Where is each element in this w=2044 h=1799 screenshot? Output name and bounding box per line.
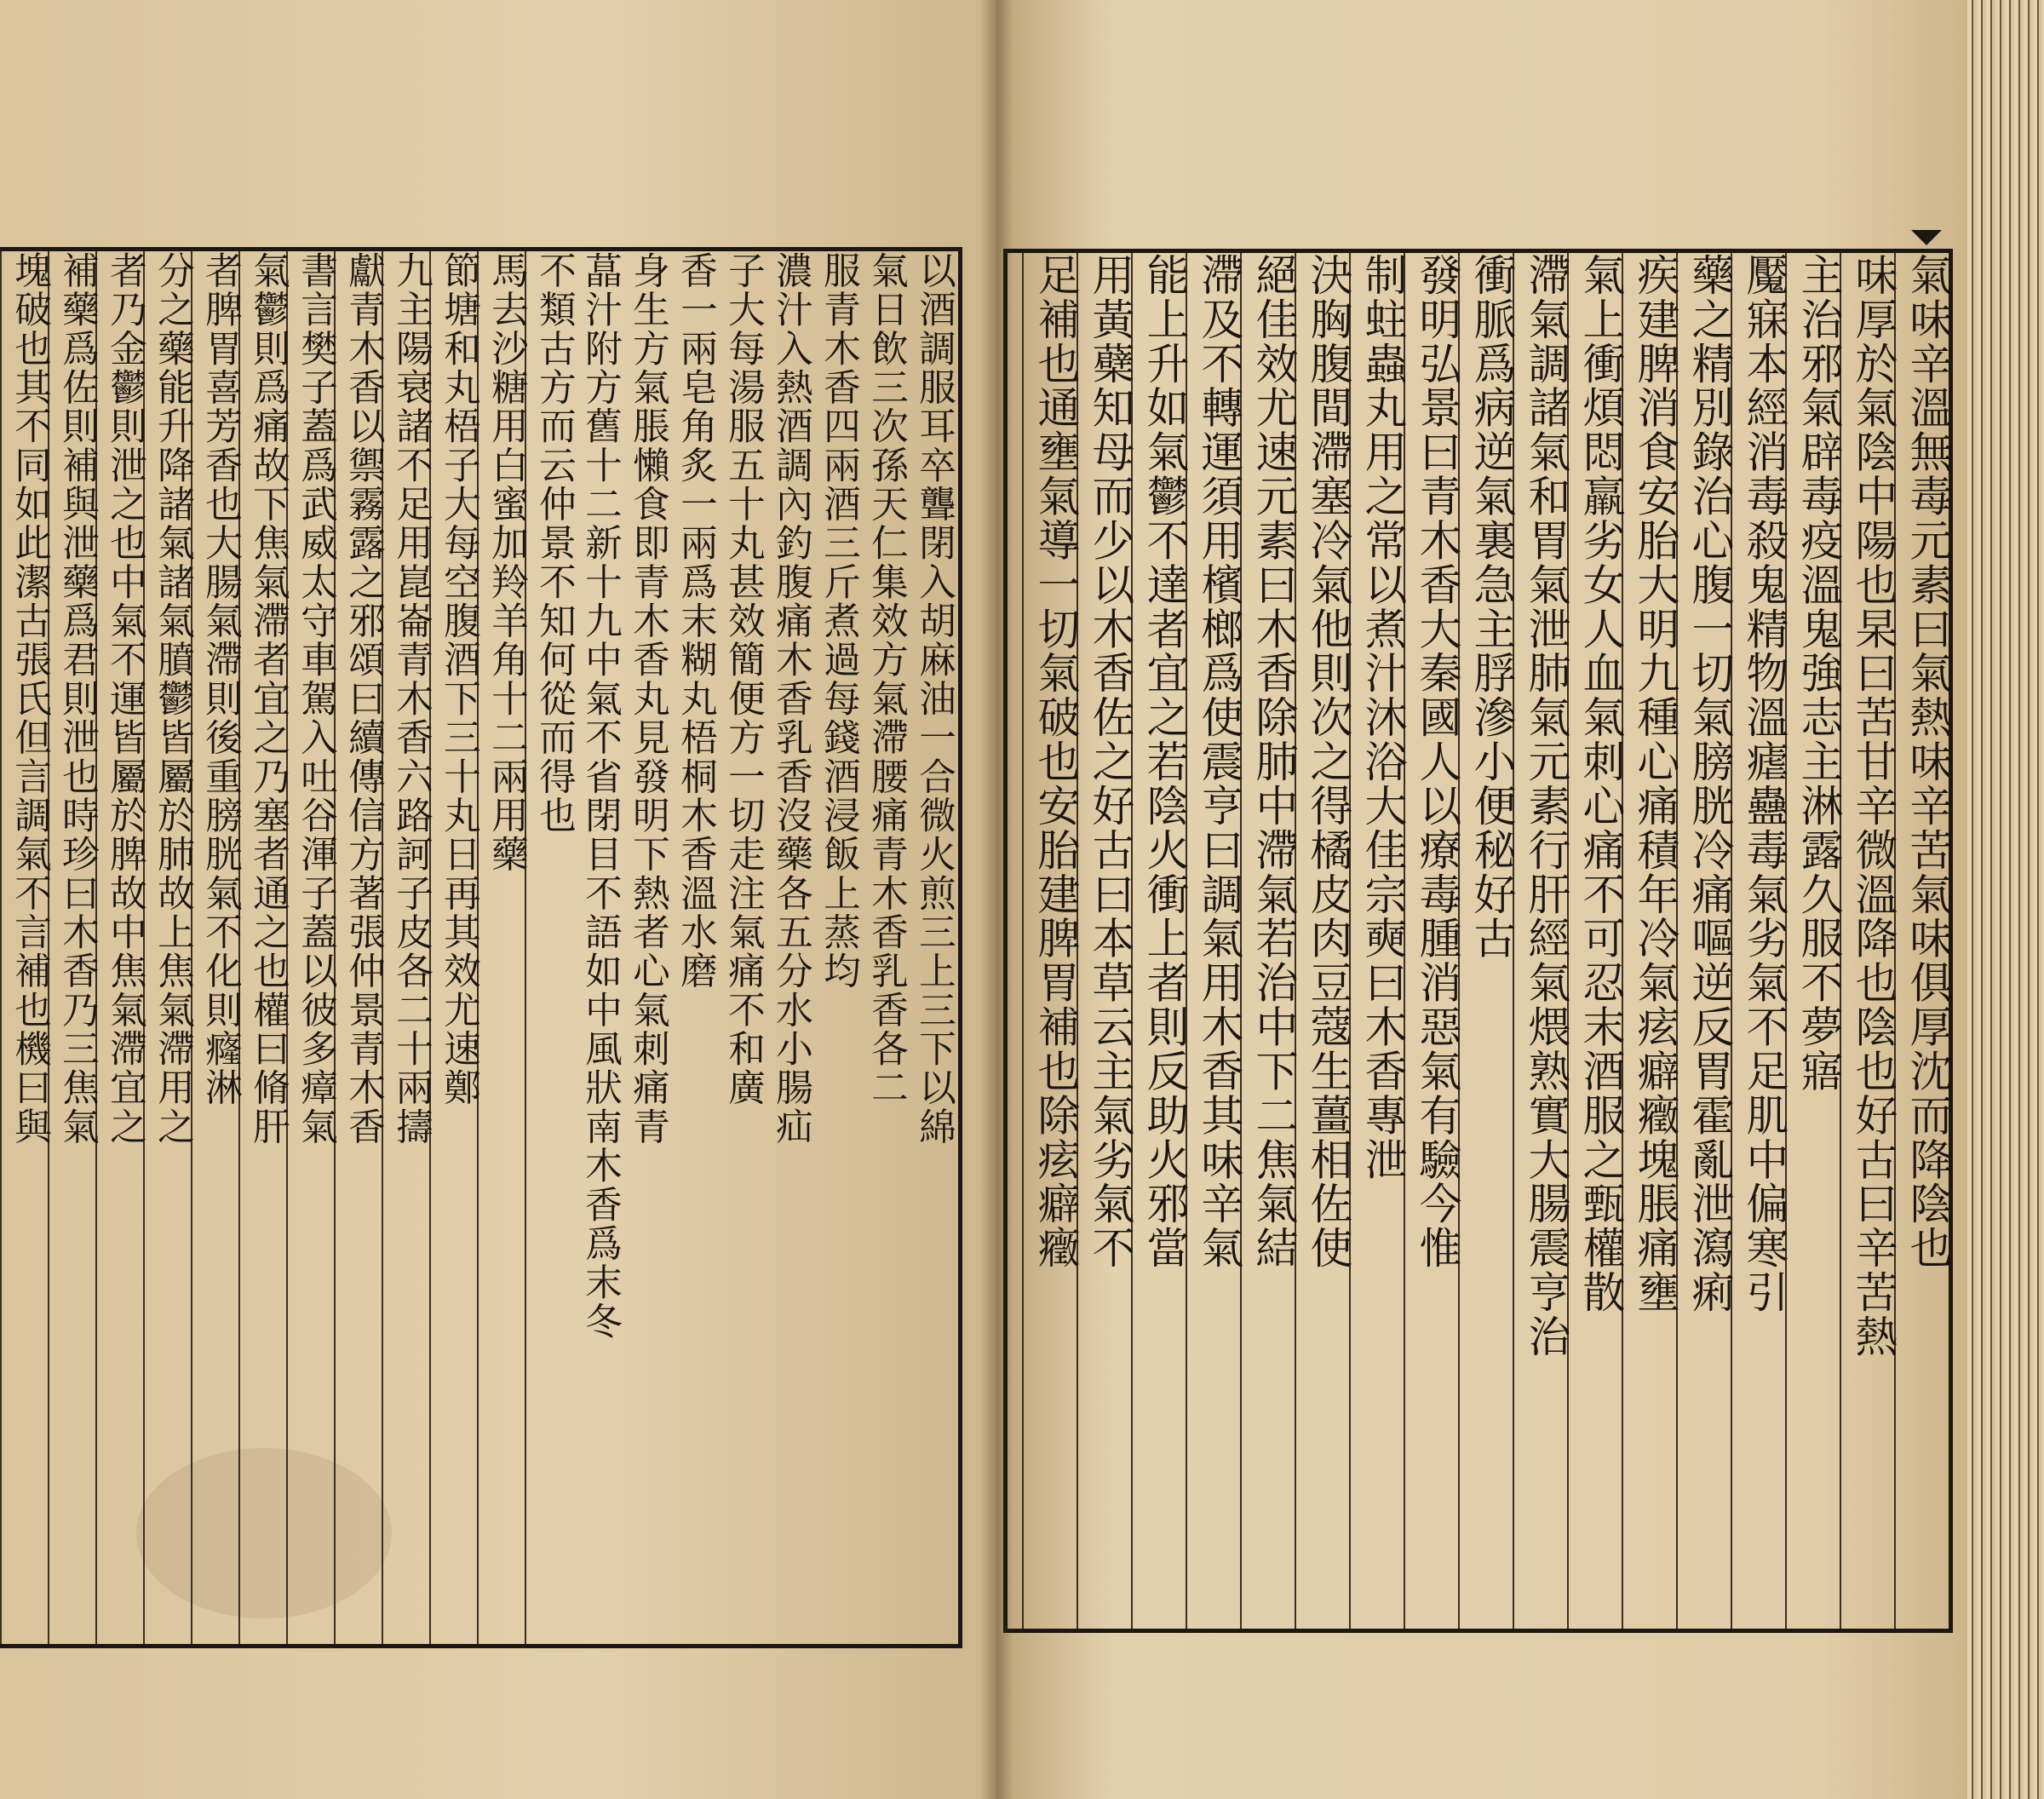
left-column: [334, 251, 386, 1644]
right-columns: [1008, 253, 1953, 1629]
right-column-text: 絕佳效尤速元素曰木香除肺中滯氣若治中下二焦氣結: [1249, 253, 1299, 1271]
right-page: [996, 0, 1967, 1799]
left-column-text: 服青木香四兩酒三斤煮過每錢酒浸飯上蒸均: [818, 251, 861, 991]
left-column: [429, 251, 479, 1644]
right-column: [1567, 253, 1626, 1629]
book-gutter: [979, 0, 1013, 1799]
right-column: [1404, 253, 1460, 1629]
right-column-text: 滯及不轉運須用檳榔爲使震亨曰調氣用木香其味辛氣: [1195, 253, 1244, 1271]
right-column: [1731, 253, 1787, 1629]
left-column: [0, 251, 52, 1644]
right-column: [1349, 253, 1408, 1629]
right-column: [1622, 253, 1678, 1629]
left-column-text: 香一兩皂角炙一兩爲末糊丸梧桐木香溫水磨: [675, 251, 718, 991]
left-column: [858, 251, 909, 1644]
right-column: [1785, 253, 1844, 1629]
left-column-text: 補藥爲佐則補與泄藥爲君則泄也時珍曰木香乃三焦氣: [56, 251, 100, 1147]
right-column-text: 能上升如氣鬱不達者宜之若陰火衝上者則反助火邪當: [1140, 253, 1190, 1271]
left-column-text: 蕌汁附方舊十二新十九中氣不省閉目不語如中風狀南木香爲末冬: [579, 251, 623, 1342]
right-text-frame: [1003, 249, 1953, 1633]
left-column-text: 子大每湯服五十丸甚效簡便方一切走注氣痛不和廣: [722, 251, 766, 1107]
left-column: [525, 251, 577, 1644]
left-column: [48, 251, 100, 1644]
right-column-text: 疾建脾消食安胎大明九種心痛積年冷氣痃癖癥塊脹痛壅: [1631, 253, 1680, 1315]
right-column: [1458, 253, 1517, 1629]
right-column-text: 決胸腹間滯塞冷氣他則次之得橘皮肉豆蔻生薑相佐使: [1304, 253, 1353, 1271]
left-column: [191, 251, 243, 1644]
left-column-text: 者乃金鬱則泄之也中氣不運皆屬於脾故中焦氣滯宜之: [104, 251, 147, 1147]
left-column: [620, 251, 668, 1644]
left-page: [0, 0, 996, 1799]
left-column-text: 不類古方而云仲景不知何從而得也: [533, 251, 577, 836]
right-column-text: 氣上衝煩悶羸劣女人血氣刺心痛不可忍末酒服之甄權散: [1576, 253, 1626, 1315]
right-column: [1131, 253, 1190, 1629]
right-column-text: 衝脈爲病逆氣裏急主脬滲小便秘好古: [1467, 253, 1517, 961]
right-column-text: 制蛀蟲丸用之常以煮汁沐浴大佳宗奭曰木香專泄: [1358, 253, 1408, 1182]
right-column-text: 味厚於氣陰中陽也杲曰苦甘辛微溫降也陰也好古曰辛苦熱: [1849, 253, 1898, 1359]
left-column: [238, 251, 288, 1644]
left-text-frame: [0, 247, 962, 1648]
left-column-text: 書言樊子蓋爲武威太守車駕入吐谷渾子蓋以彼多瘴氣: [295, 251, 338, 1147]
right-column: [1513, 253, 1569, 1629]
left-column-text: 以酒調服耳卒聾閉入胡麻油一合微火煎三上三下以綿: [913, 251, 956, 1147]
right-column-text: 魘寐本經消毒殺鬼精物溫瘧蠱毒氣劣氣不足肌中偏寒引: [1740, 253, 1789, 1315]
left-column-text: 身生方氣脹懶食即青木香丸見發明下熱者心氣刺痛青: [627, 251, 670, 1147]
left-column-text: 獻青木香以禦霧露之邪頌曰續傳信方著張仲景青木香: [342, 251, 386, 1147]
left-columns: [0, 251, 958, 1644]
left-column-text: 濃汁入熱酒調內釣腹痛木香乳香沒藥各五分水小腸疝: [770, 251, 813, 1147]
right-column: [1894, 253, 1953, 1629]
right-column-text: 藥之精別錄治心腹一切氣膀胱冷痛嘔逆反胃霍亂泄瀉痢: [1685, 253, 1735, 1315]
right-column: [1186, 253, 1242, 1629]
right-column: [1240, 253, 1299, 1629]
right-column-text: 主治邪氣辟毒疫溫鬼強志主淋露久服不夢寤: [1794, 253, 1844, 1094]
fish-tail-mark-icon: [1911, 230, 1942, 245]
left-column: [763, 251, 811, 1644]
left-column: [906, 251, 954, 1644]
left-column-text: 九主陽衰諸不足用崑崙青木香六路訶子皮各二十兩擣: [390, 251, 433, 1147]
left-column-text: 者脾胃喜芳香也大腸氣滯則後重膀胱氣不化則癃淋: [199, 251, 243, 1107]
left-column-text: 馬去沙糖用白蜜加羚羊角十二兩用藥: [485, 251, 529, 874]
left-column: [477, 251, 529, 1644]
right-column-text: 用黃蘗知母而少以木香佐之好古曰本草云主氣劣氣不: [1086, 253, 1135, 1271]
left-column: [143, 251, 195, 1644]
left-column-text: 氣日飲三次孫天仁集效方氣滯腰痛青木香乳香各二: [865, 251, 909, 1107]
left-column-text: 分之藥能升降諸氣諸氣膹鬱皆屬於肺故上焦氣滯用之: [152, 251, 195, 1147]
left-column-text: 氣鬱則爲痛故下焦氣滯者宜之乃塞者通之也權曰脩肝: [247, 251, 290, 1147]
right-column-text: 發明弘景曰青木香大秦國人以療毒腫消惡氣有驗今惟: [1413, 253, 1462, 1271]
right-column-text: 滯氣調諸氣和胃氣泄肺氣元素行肝經氣煨熟實大腸震亨治: [1522, 253, 1571, 1359]
right-column: [1077, 253, 1133, 1629]
left-column: [286, 251, 336, 1644]
left-column: [811, 251, 861, 1644]
left-column: [572, 251, 623, 1644]
right-column: [1295, 253, 1351, 1629]
left-column-text: 節塘和丸梧子大每空腹酒下三十丸日再其效尤速鄭: [438, 251, 481, 1107]
left-column: [715, 251, 766, 1644]
left-column-text: 塊破也其不同如此潔古張氏但言調氣不言補也機曰與: [9, 251, 52, 1147]
right-column: [1840, 253, 1896, 1629]
left-column: [382, 251, 431, 1644]
right-column: [1676, 253, 1735, 1629]
left-column: [95, 251, 145, 1644]
right-column-text: 氣味辛溫無毒元素曰氣熱味辛苦氣味俱厚沈而降陰也: [1903, 253, 1953, 1271]
right-column-text: 足補也通壅氣導一切氣破也安胎建脾胃補也除痃癖癥: [1031, 253, 1081, 1271]
page-edges: [1967, 0, 2044, 1799]
left-column: [668, 251, 718, 1644]
right-column: [1022, 253, 1081, 1629]
